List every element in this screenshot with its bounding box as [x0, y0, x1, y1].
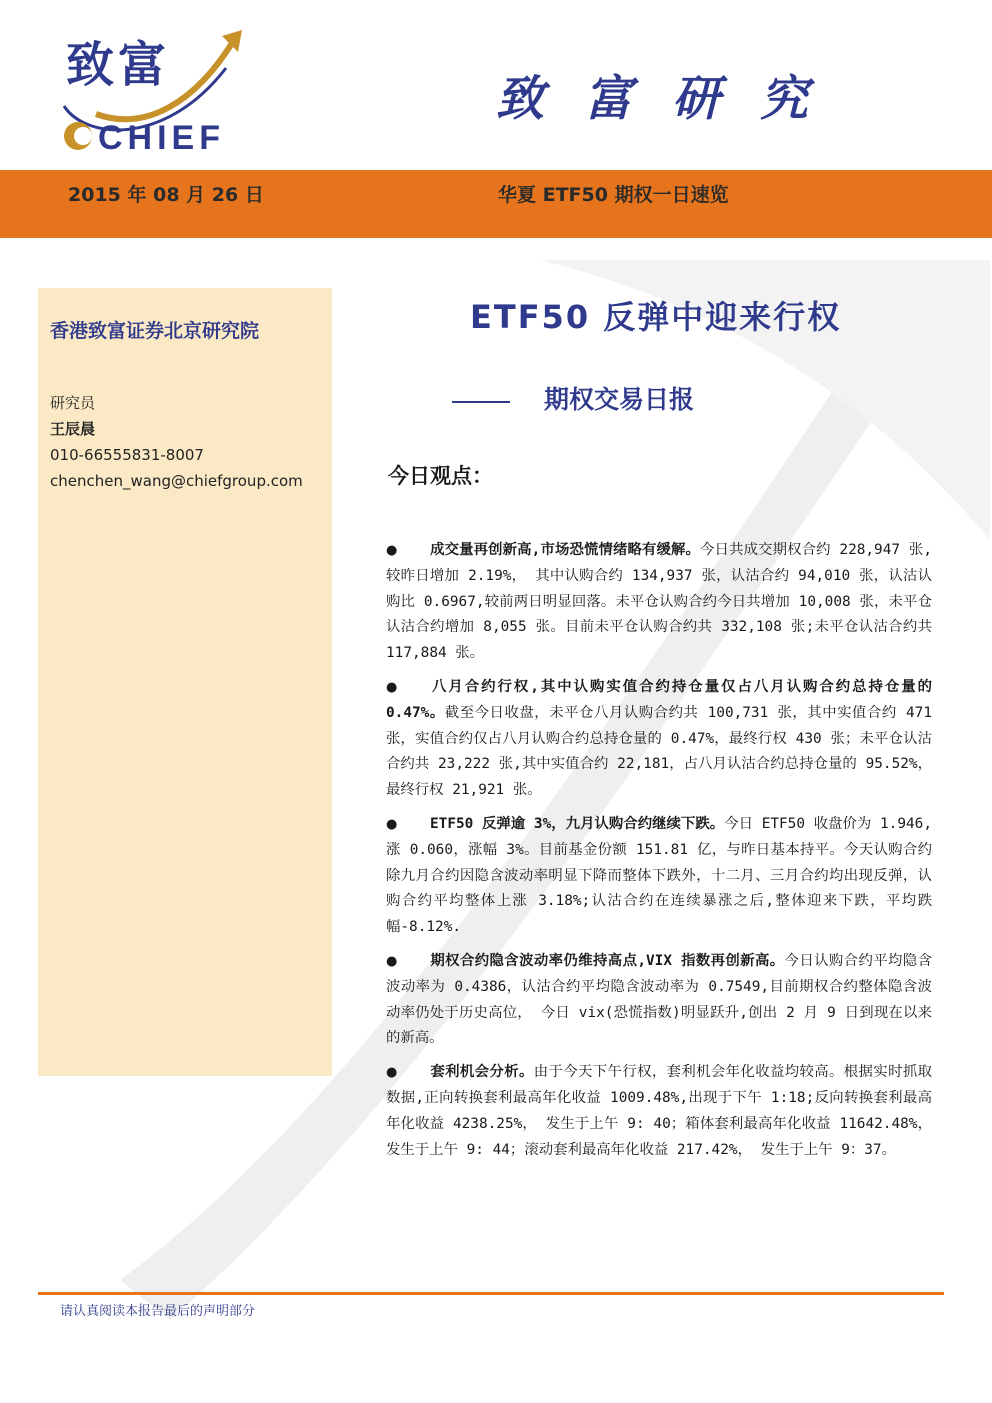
viewpoint-body: 今日 ETF50 收盘价为 1.946,涨 0.060，涨幅 3%。目前基金份额 151.81 亿，与昨日基本持平。今天认购合约除九月合约因隐含波动率明显下降而整体下跌外，十二月、三月合约均出现反弹，认购合约平均整体上涨 3.18%;认沽合约在连续暴涨之后,整体迎来下跌，平均跌幅-8.12%.	[386, 815, 932, 936]
list-item	[386, 675, 932, 804]
viewpoint-lead: 套利机会分析。	[430, 1064, 534, 1081]
report-subtitle-text: 期权交易日报	[544, 385, 695, 414]
section-heading: 今日观点：	[388, 464, 493, 488]
viewpoint-body: 截至今日收盘，未平仓八月认购合约共 100,731 张，其中实值合约 471 张，实值合约仅占八月认购合约总持仓量的 0.47%，最终行权 430 张；未平仓认沽合约共 23,222 张,其中实值合约 22,181，占八月认沽合约总持仓量的 95.52%，最终行权 21,921 张。	[386, 704, 932, 799]
bullet-icon: ●	[386, 1065, 398, 1081]
list-item	[386, 538, 932, 667]
list-item	[386, 1060, 932, 1163]
footer-divider	[38, 1292, 944, 1295]
list-item	[386, 949, 932, 1052]
author-sidebar	[38, 288, 332, 1076]
author-phone: 010-66555831-8007	[50, 446, 204, 464]
viewpoint-body: 今日认购合约平均隐含波动率为 0.4386，认沽合约平均隐含波动率为 0.7549,目前期权合约整体隐含波动率仍处于历史高位， 今日 vix(恐慌指数)明显跃升,创出 2 月 9 日到现在以来的新高。	[386, 952, 932, 1047]
disclaimer-note: 请认真阅读本报告最后的声明部分	[60, 1304, 256, 1319]
author-name: 王辰晨	[50, 420, 96, 438]
author-email[interactable]: chenchen_wang@chiefgroup.com	[50, 472, 303, 490]
brand-title: 致富研究	[496, 71, 849, 127]
logo-english-text: CHIEF	[98, 119, 225, 157]
bullet-icon: ●	[386, 543, 398, 558]
logo-chinese-text: 致富	[66, 37, 171, 93]
viewpoints-list	[386, 538, 932, 1171]
bullet-icon: ●	[386, 953, 398, 969]
report-date: 2015 年 08 月 26 日	[68, 184, 264, 206]
viewpoint-body: 今日共成交期权合约 228,947 张,较昨日增加 2.19%， 其中认购合约 134,937 张，认沽合约 94,010 张，认沽认购比 0.6967,较前两日明显回落。未平仓认购合约今日共增加 10,008 张，未平仓认沽合约增加 8,055 张。目前未平仓认购合约共 332,108 张;未平仓认沽合约共 117,884 张。	[386, 542, 932, 662]
chief-logo	[56, 22, 256, 162]
report-subtitle	[452, 380, 694, 416]
viewpoint-lead: ETF50 反弹逾 3%，九月认购合约继续下跌。	[430, 815, 725, 832]
bullet-icon: ●	[386, 816, 398, 832]
author-role: 研究员	[50, 394, 96, 412]
report-series-title: 华夏 ETF50 期权一日速览	[498, 184, 729, 206]
viewpoint-body: 由于今天下午行权，套利机会年化收益均较高。根据实时抓取数据,正向转换套利最高年化收益 1009.48%,出现于下午 1:18;反向转换套利最高年化收益 4238.25%， 发生于上午 9: 40；箱体套利最高年化收益 11642.48%，发生于上午 9: 44；滚动套利最高年化收益 217.42%， 发生于上午 9：37。	[386, 1064, 932, 1158]
viewpoint-lead: 八月合约行权,其中认购实值合约持仓量仅占八月认购合约总持仓量的 0.47%。	[386, 678, 932, 721]
subtitle-dash	[452, 401, 510, 403]
viewpoint-lead: 期权合约隐含波动率仍维持高点,VIX 指数再创新高。	[430, 952, 785, 969]
report-title: ETF50 反弹中迎来行权	[470, 298, 842, 336]
institute-name: 香港致富证券北京研究院	[50, 320, 260, 342]
viewpoint-lead: 成交量再创新高,市场恐慌情绪略有缓解。	[430, 542, 701, 558]
bullet-icon: ●	[386, 679, 398, 695]
header-band	[0, 170, 992, 238]
list-item	[386, 812, 932, 941]
